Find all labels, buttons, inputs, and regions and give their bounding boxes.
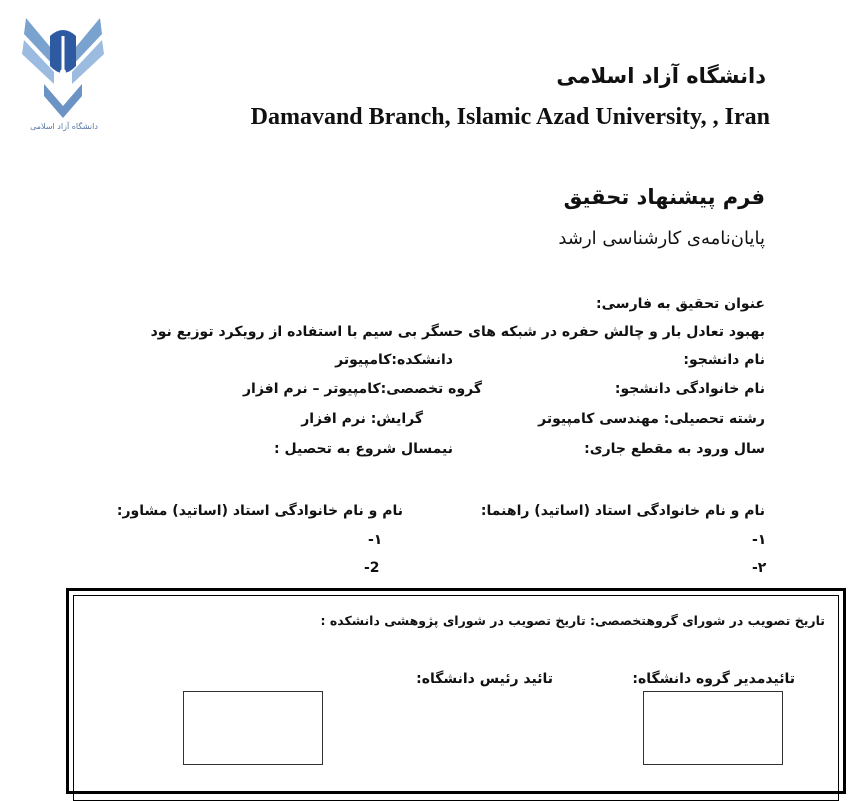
student-family-label: نام خانوادگی دانشجو: xyxy=(614,381,765,397)
form-subtitle: پایان‌نامه‌ی کارشناسی ارشد xyxy=(558,228,765,249)
logo-caption: دانشگاه آزاد اسلامی xyxy=(30,122,98,131)
approval-dates-line: تاریخ تصویب در شورای گروهتخصصی: تاریخ تصویب در شورای پژوهشی دانشکده : xyxy=(320,613,825,628)
university-name-fa: دانشگاه آزاد اسلامی xyxy=(556,64,766,88)
university-name-en: Damavand Branch, Islamic Azad University, , Iran xyxy=(250,104,770,130)
major-value: رشته تحصیلی: مهندسی کامپیوتر xyxy=(538,411,765,427)
faculty-value: دانشکده:کامپیوتر xyxy=(335,352,453,368)
form-title: فرم پیشنهاد تحقیق xyxy=(563,185,765,209)
specialization-value: گرایش: نرم افزار xyxy=(301,411,423,427)
dept-head-signature-box[interactable] xyxy=(643,691,783,765)
research-title-label: عنوان تحقیق به فارسی: xyxy=(596,296,765,312)
consultant-label: نام و نام خانوادگی استاد (اساتید) مشاور: xyxy=(116,503,403,519)
supervisor-2: -۲ xyxy=(752,560,767,576)
approval-box xyxy=(66,588,846,794)
research-title-value: بهبود تعادل بار و چالش حفره در شبکه های حسگر بی سیم با استفاده از رویکرد توزیع نود xyxy=(150,324,765,340)
student-name-label: نام دانشجو: xyxy=(683,352,765,368)
university-logo xyxy=(22,14,104,142)
president-approval-label: تائید رئیس دانشگاه: xyxy=(416,671,553,687)
consultant-1: -۱ xyxy=(368,532,383,548)
supervisor-label: نام و نام خانوادگی استاد (اساتید) راهنما: xyxy=(480,503,765,519)
entry-year-label: سال ورود به مقطع جاری: xyxy=(584,441,765,457)
consultant-2: -2 xyxy=(364,560,380,576)
dept-head-approval-label: تائیدمدیر گروه دانشگاه: xyxy=(632,671,795,687)
dept-group-value: گروه تخصصی:کامپیوتر – نرم افزار xyxy=(242,381,482,397)
supervisor-1: -۱ xyxy=(752,532,767,548)
president-signature-box[interactable] xyxy=(183,691,323,765)
start-semester-label: نیمسال شروع به تحصیل : xyxy=(274,441,453,457)
